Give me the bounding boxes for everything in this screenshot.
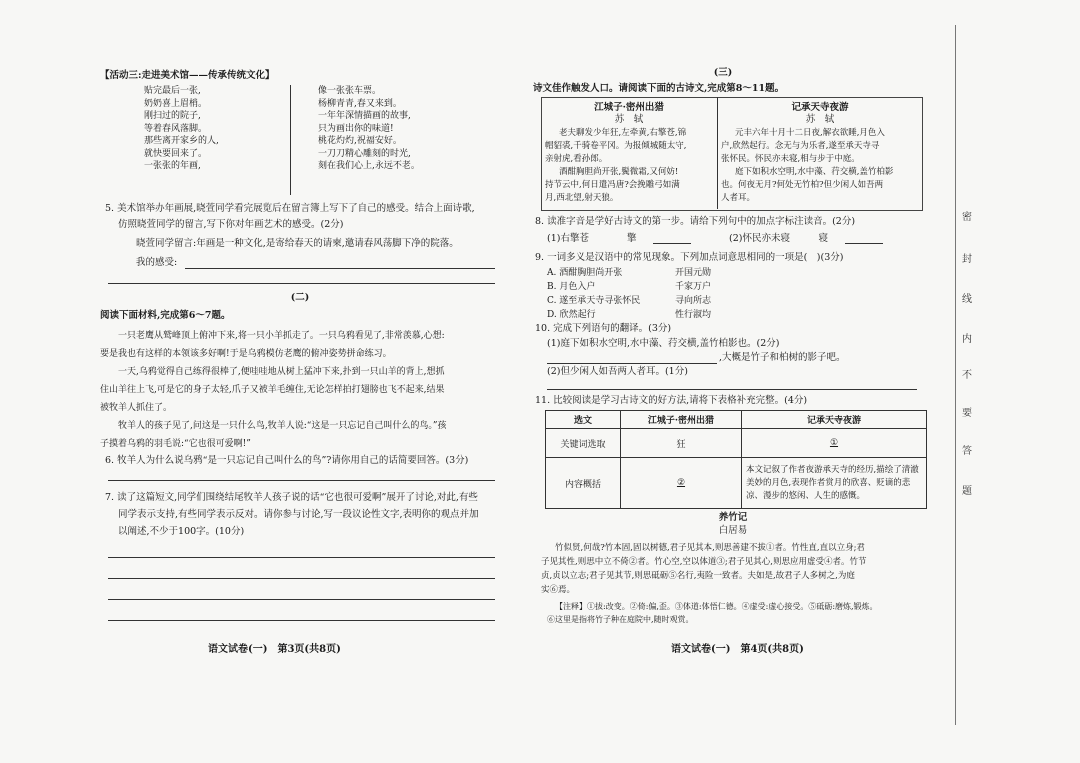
comparison-table — [545, 410, 927, 509]
answer-line[interactable] — [185, 268, 495, 269]
seal-char: 内 — [962, 334, 972, 345]
poem-line: 贴完最后一张, — [144, 86, 201, 96]
question-7-line-2: 同学表示支持,有些同学表示反对。请你参与讨论,写一段议论性文字,表明你的观点并加 — [118, 509, 479, 520]
poem-line: 刻在我们心上,永远不老。 — [318, 161, 420, 171]
table-cell: 关键词选取 — [546, 429, 621, 458]
story-text — [100, 327, 446, 453]
answer-line[interactable] — [108, 599, 495, 600]
poem-divider — [290, 85, 291, 195]
poem-line: 亲射虎,看孙郎。 — [545, 154, 608, 164]
table-cell-blank-2[interactable]: ② — [621, 458, 742, 509]
seal-char: 密 — [962, 212, 972, 223]
poem-line: 庭下如积水空明,水中藻、荇交横,盖竹柏影 — [735, 167, 894, 177]
answer-line[interactable] — [108, 620, 495, 621]
question-10-1-tail: ,大概是竹子和柏树的影子吧。 — [719, 352, 846, 363]
table-header-row — [546, 411, 927, 429]
story-line: 被牧羊人抓住了。 — [100, 403, 173, 413]
poem-line: 月,西北望,射天狼。 — [545, 193, 619, 203]
left-page — [100, 0, 510, 763]
poem-1-text — [545, 127, 686, 205]
table-row — [546, 429, 927, 458]
poem-line: 也。何夜无月?何处无竹柏?但少闲人如吾两 — [721, 180, 884, 190]
essay-line: 贞,贞以立志;君子见其节,则思砥砺⑤名行,夷险一致者。夫如是,故君子人多树之,为庭 — [541, 571, 855, 581]
essay-author: 白居易 — [718, 525, 748, 536]
poem-column-1 — [144, 85, 219, 173]
table-header-cell: 选文 — [546, 411, 621, 429]
essay-text — [541, 541, 866, 597]
poem-line: 一张张的年画, — [144, 161, 201, 171]
table-cell: 狂 — [621, 429, 742, 458]
seal-char: 题 — [962, 486, 972, 497]
option-b[interactable]: B. 月色入户 千家万户 — [547, 282, 712, 292]
story-line: 牧羊人的孩子见了,问这是一只什么鸟,牧羊人说:“这是一只忘记自己叫什么的鸟。”孩 — [118, 421, 447, 431]
poem-line: 等着春风落脚。 — [144, 123, 208, 134]
table-cell: 内容概括 — [546, 458, 621, 509]
poem-2-text — [721, 127, 893, 205]
question-10-1: (1)庭下如积水空明,水中藻、荇交横,盖竹柏影也。(2分) — [547, 338, 780, 349]
table-row — [546, 458, 927, 509]
question-9-options — [547, 266, 711, 322]
answer-line[interactable] — [108, 480, 495, 481]
question-5-line-2: 仿照晓萱同学的留言,写下你对年画艺术的感受。(2分) — [118, 219, 344, 230]
option-a[interactable]: A. 酒酣胸胆尚开张 开国元勋 — [547, 268, 712, 278]
essay-notes — [547, 600, 878, 626]
poem-1-author: 苏 轼 — [614, 114, 644, 125]
page-footer-4: 语文试卷(一) 第4页(共8页) — [671, 644, 804, 655]
story-line: 子摸着乌鸦的羽毛说:“它也很可爱啊!” — [100, 439, 251, 449]
poem-line: 只为画出你的味道! — [318, 123, 394, 134]
question-8-b: (2)怀民亦未寝 寝 — [729, 233, 828, 244]
poem-line: 那些离开家乡的人, — [144, 136, 219, 146]
poem-line: 酒酣胸胆尚开张,鬓微霜,又何妨! — [559, 167, 679, 177]
section-3-intro: 诗文佳作触发人口。请阅读下面的古诗文,完成第8～11题。 — [533, 83, 785, 94]
question-9: 9. 一词多义是汉语中的常见现象。下列加点词意思相同的一项是( )(3分) — [535, 252, 844, 263]
question-6: 6. 牧羊人为什么说乌鸦“是一只忘记自己叫什么的鸟”?请你用自己的话简要回答。(3分) — [105, 455, 469, 466]
question-10-2: (2)但少闲人如吾两人者耳。(1分) — [547, 366, 688, 377]
answer-line[interactable] — [108, 283, 495, 284]
question-7-line-1: 7. 读了这篇短文,同学们围绕结尾牧羊人孩子说的话“它也很可爱啊”展开了讨论,对此,有些 — [105, 492, 478, 503]
section-2-heading: (二) — [290, 292, 310, 303]
table-header-cell: 江城子·密州出猎 — [621, 411, 742, 429]
poem-line: 就快要回来了。 — [144, 148, 208, 159]
question-8-a: (1)右擎苍 擎 — [547, 233, 637, 244]
poem-line: 老夫聊发少年狂,左牵黄,右擎苍,锦 — [559, 128, 687, 138]
poem-line: 奶奶喜上眉梢。 — [144, 98, 208, 109]
seal-char: 封 — [962, 254, 972, 265]
question-11: 11. 比较阅读是学习古诗文的好方法,请将下表格补充完整。(4分) — [535, 395, 808, 406]
poem-column-2 — [318, 85, 420, 173]
poem-1-title: 江城子·密州出猎 — [594, 102, 664, 113]
question-7-line-3: 以阐述,不少于100字。(10分) — [118, 526, 245, 537]
answer-line[interactable] — [108, 557, 495, 558]
poem-line: 户,欣然起行。念无与为乐者,遂至承天寺寻 — [721, 141, 880, 151]
poem-line: 张怀民。怀民亦未寝,相与步于中庭。 — [721, 154, 860, 164]
poem-line: 持节云中,何日遣冯唐?会挽雕弓如满 — [545, 180, 680, 190]
poem-line: 一刀刀精心雕刻的时光, — [318, 148, 411, 159]
poem-line: 元丰六年十月十二日夜,解衣欲睡,月色入 — [735, 128, 885, 138]
table-cell: 本文记叙了作者夜游承天寺的经历,描绘了清澈美妙的月色,表现作者赏月的欣喜、贬谪的悲凉、漫步的悠闲、人生的感慨。 — [742, 458, 927, 509]
poem-line: 帽貂裘,千骑卷平冈。为报倾城随太守, — [545, 141, 687, 151]
question-8: 8. 读准字音是学好古诗文的第一步。请给下列句中的加点字标注读音。(2分) — [535, 216, 856, 227]
answer-line[interactable] — [108, 578, 495, 579]
question-5-mine-label: 我的感受: — [136, 257, 178, 268]
option-d[interactable]: D. 欣然起行 性行淑均 — [547, 310, 712, 320]
poems-divider — [717, 97, 718, 209]
essay-title: 养竹记 — [718, 512, 748, 523]
story-line: 一天,乌鸦觉得自己练得很棒了,便哇哇地从树上猛冲下来,扑到一只山羊的背上,想抓 — [118, 367, 445, 377]
option-c[interactable]: C. 遂至承天寺寻张怀民 寻向所志 — [547, 296, 712, 306]
poem-2-author: 苏 轼 — [805, 114, 835, 125]
seal-char: 线 — [962, 294, 972, 305]
poem-line: 杨柳青青,春又来到。 — [318, 98, 402, 109]
seal-line — [955, 25, 956, 725]
answer-line[interactable] — [547, 389, 917, 390]
seal-char: 答 — [962, 446, 972, 457]
page-footer-3: 语文试卷(一) 第3页(共8页) — [208, 644, 341, 655]
poem-line: 刚扫过的院子, — [144, 111, 201, 121]
story-line: 要是我也有这样的本领该多好啊!于是乌鸦模仿老鹰的俯冲姿势拼命练习。 — [100, 349, 392, 359]
right-page — [533, 0, 933, 763]
story-line: 住山羊往上飞,可是它的身子太轻,爪子又被羊毛缠住,无论怎样拍打翅膀也飞不起来,结果 — [100, 385, 445, 395]
essay-line: 子见其性,则思中立不倚②者。竹心空,空以体道③;君子见其心,则思应用虚受④者。竹节 — [541, 557, 867, 567]
poem-line: 桃花灼灼,祝福安好。 — [318, 136, 402, 146]
question-10: 10. 完成下列语句的翻译。(3分) — [535, 323, 672, 334]
activity-title: 【活动三:走进美术馆——传承传统文化】 — [100, 70, 275, 81]
poem-line: 像一张张车票。 — [318, 86, 382, 96]
reading-intro: 阅读下面材料,完成第6～7题。 — [100, 310, 231, 321]
question-5-sample: 晓萱同学留言:年画是一种文化,是寄给春天的请柬,邀请春风荡脚下净的院落。 — [136, 238, 459, 249]
note-line: ⑥这里是指将竹子种在庭院中,随时观赏。 — [547, 615, 694, 624]
poem-line: 一年年深情描画的故事, — [318, 111, 411, 121]
story-line: 一只老鹰从鹫峰顶上俯冲下来,将一只小羊抓走了。一只乌鸦看见了,非常羡慕,心想: — [118, 331, 445, 341]
note-line: 【注释】①拔:改变。②倚:偏,歪。③体道:体悟仁德。④虚受:虚心接受。⑤砥砺:磨炼,锻炼。 — [555, 602, 878, 611]
answer-line[interactable] — [547, 363, 717, 364]
answer-line[interactable] — [845, 243, 883, 244]
table-header-cell: 记承天寺夜游 — [742, 411, 927, 429]
essay-line: 实⑥焉。 — [541, 585, 576, 595]
question-5-line-1: 5. 美术馆举办年画展,晓萱同学看完展览后在留言簿上写下了自己的感受。结合上面诗歌, — [105, 203, 475, 214]
section-3-heading: (三) — [713, 67, 733, 78]
seal-char: 要 — [962, 408, 972, 419]
table-cell-blank-1[interactable]: ① — [742, 429, 927, 458]
seal-char: 不 — [962, 370, 972, 381]
essay-line: 竹似贤,何哉?竹本固,固以树德,君子见其本,则思善建不拔①者。竹性直,直以立身;君 — [555, 543, 865, 553]
poem-line: 人者耳。 — [721, 193, 756, 203]
poem-2-title: 记承天寺夜游 — [791, 102, 849, 113]
answer-line[interactable] — [653, 243, 691, 244]
